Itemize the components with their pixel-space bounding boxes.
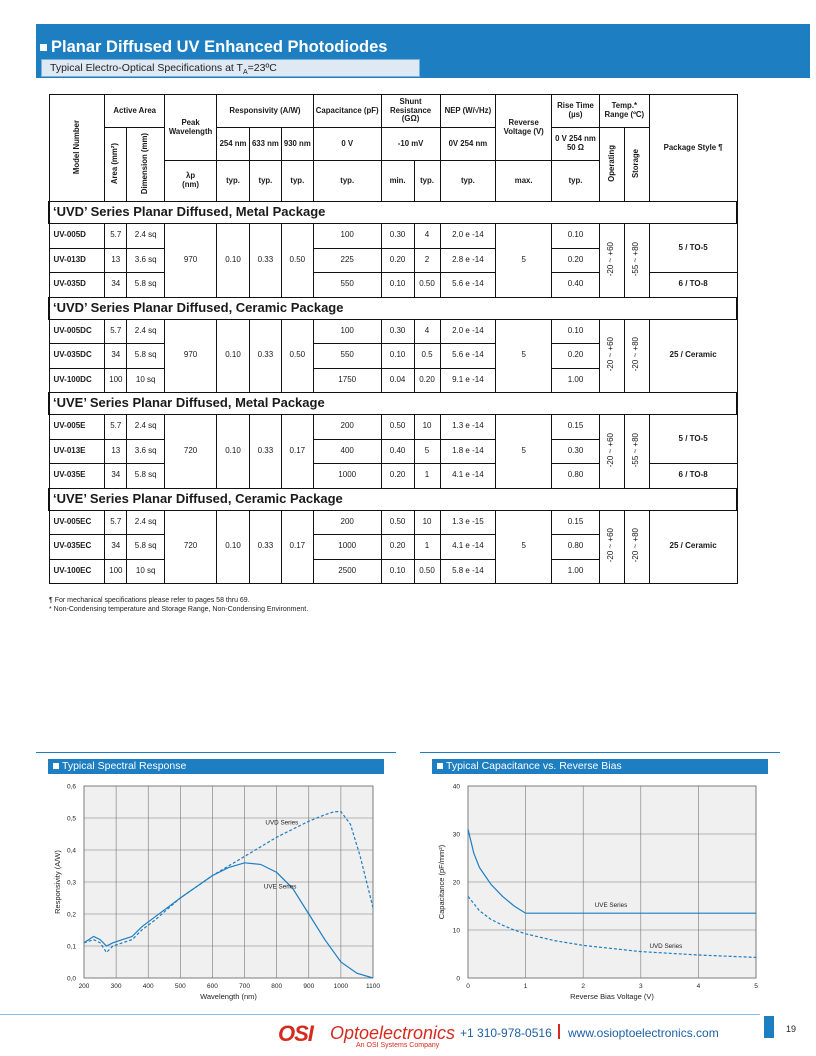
- section-title: ‘UVD’ Series Planar Diffused, Ceramic Package: [49, 297, 737, 319]
- col-area: Area (mm²): [105, 128, 127, 202]
- cell-model: UV-005EC: [49, 510, 105, 535]
- cell-styp: 5: [414, 439, 440, 464]
- series-label: UVD Series: [265, 819, 299, 827]
- cell-nep: 9.1 e -14: [440, 368, 496, 393]
- section-header: [49, 488, 737, 510]
- col-active-area: Active Area: [105, 95, 165, 128]
- cell-nep: 5.6 e -14: [440, 344, 496, 369]
- x-tick-label: 4: [696, 983, 701, 990]
- y-tick-label: 20: [452, 879, 460, 887]
- cell-dim: 5.8 sq: [127, 464, 165, 489]
- cell-nep: 1.3 e -15: [440, 510, 496, 535]
- cell-area: 5.7: [105, 510, 127, 535]
- cell-styp: 0.50: [414, 559, 440, 584]
- cell-package: 5 / TO-5: [649, 224, 737, 273]
- cell-smin: 0.30: [381, 224, 414, 249]
- y-tick-label: 30: [452, 831, 460, 839]
- cell-area: 13: [105, 439, 127, 464]
- cell-nep: 4.1 e -14: [440, 464, 496, 489]
- cell-r254: 0.10: [217, 510, 250, 584]
- cell-smin: 0.20: [381, 535, 414, 560]
- cell-smin: 0.50: [381, 510, 414, 535]
- cell-nep: 2.0 e -14: [440, 224, 496, 249]
- cell-rev: 5: [496, 319, 552, 393]
- cell-model: UV-005E: [49, 415, 105, 440]
- col-lambda: λp (nm): [165, 161, 217, 202]
- y-tick-label: 0: [456, 975, 460, 983]
- cell-rise: 0.80: [552, 535, 600, 560]
- section-title: ‘UVD’ Series Planar Diffused, Metal Package: [49, 202, 737, 224]
- cell-dim: 5.8 sq: [127, 273, 165, 298]
- section-header: [49, 393, 737, 415]
- cell-area: 34: [105, 344, 127, 369]
- cell-model: UV-035D: [49, 273, 105, 298]
- cell-dim: 2.4 sq: [127, 415, 165, 440]
- cell-r930: 0.17: [281, 415, 313, 489]
- cell-smin: 0.50: [381, 415, 414, 440]
- cell-smin: 0.10: [381, 344, 414, 369]
- cell-nep: 5.8 e -14: [440, 559, 496, 584]
- chart-title-bar: [48, 759, 384, 774]
- x-tick-label: 2: [581, 983, 586, 990]
- footnote-1: ¶ For mechanical specifications please refer to pages 58 thru 69.: [49, 597, 250, 604]
- y-axis-label: Capacitance (pF/mm²): [437, 844, 446, 920]
- chart-svg: [432, 774, 768, 1009]
- x-tick-label: 600: [207, 983, 218, 990]
- col-temp: Temp.* Range (ºC): [599, 95, 649, 128]
- cell-storage: -55 ~ +80: [624, 415, 649, 489]
- section-title: ‘UVE’ Series Planar Diffused, Ceramic Package: [49, 488, 737, 510]
- footer-separator: [558, 1024, 560, 1039]
- table-row: [49, 510, 737, 535]
- cell-area: 5.7: [105, 319, 127, 344]
- brand-name: Optoelectronics: [330, 1023, 456, 1043]
- cell-rise: 0.10: [552, 319, 600, 344]
- cell-rise: 1.00: [552, 559, 600, 584]
- cell-dim: 10 sq: [127, 559, 165, 584]
- cell-r633: 0.33: [249, 510, 281, 584]
- cell-peak: 970: [165, 224, 217, 298]
- chart-svg: [48, 774, 384, 1009]
- cell-rev: 5: [496, 224, 552, 298]
- cell-styp: 0.5: [414, 344, 440, 369]
- x-tick-label: 400: [142, 983, 154, 990]
- cell-nep: 2.8 e -14: [440, 248, 496, 273]
- chart-title: Typical Capacitance vs. Reverse Bias: [446, 760, 622, 772]
- brand-tagline: An OSI Systems Company: [356, 1042, 440, 1049]
- cell-model: UV-013E: [49, 439, 105, 464]
- y-axis-label: Responsivity (A/W): [53, 850, 62, 914]
- cell-rev: 5: [496, 415, 552, 489]
- col-peak: Peak Wavelength: [165, 95, 217, 161]
- x-tick-label: 300: [110, 983, 122, 990]
- page-footer: [0, 1010, 816, 1056]
- section-divider: [420, 752, 780, 753]
- cell-smin: 0.20: [381, 248, 414, 273]
- cell-styp: 2: [414, 248, 440, 273]
- series-label: UVE Series: [263, 883, 297, 891]
- cell-area: 34: [105, 464, 127, 489]
- page-subtitle: Typical Electro-Optical Specifications at $T_A=23ºC$: [41, 59, 420, 77]
- footnotes: [49, 596, 308, 614]
- cell-styp: 1: [414, 464, 440, 489]
- y-tick-label: 0,3: [66, 879, 76, 887]
- cell-smin: 0.04: [381, 368, 414, 393]
- cell-styp: 0.50: [414, 273, 440, 298]
- series-label: UVE Series: [594, 901, 628, 909]
- cell-operating: -20 ~ +60: [599, 510, 624, 584]
- col-shunt: Shunt Resistance (GΩ): [381, 95, 440, 128]
- x-axis-label: Reverse Bias Voltage (V): [570, 992, 654, 1001]
- cell-package: 25 / Ceramic: [649, 319, 737, 393]
- cell-r930: 0.50: [281, 224, 313, 298]
- chart-title: Typical Spectral Response: [62, 760, 187, 772]
- x-tick-label: 800: [271, 983, 283, 990]
- spec-table-body: [49, 202, 737, 584]
- cell-nep: 5.6 e -14: [440, 273, 496, 298]
- cell-rise: 0.20: [552, 344, 600, 369]
- x-tick-label: 700: [239, 983, 250, 990]
- cell-nep: 1.8 e -14: [440, 439, 496, 464]
- chart-title-bar: [432, 759, 768, 774]
- cell-dim: 2.4 sq: [127, 510, 165, 535]
- cell-model: UV-013D: [49, 248, 105, 273]
- x-tick-label: 1: [523, 983, 528, 990]
- x-tick-label: 200: [78, 983, 90, 990]
- section-divider: [36, 752, 396, 753]
- cell-dim: 2.4 sq: [127, 319, 165, 344]
- spectral-response-chart: [48, 759, 384, 1009]
- cell-smin: 0.10: [381, 273, 414, 298]
- cell-dim: 5.8 sq: [127, 344, 165, 369]
- series-label: UVD Series: [649, 942, 683, 950]
- col-model: Model Number: [49, 95, 105, 202]
- cell-area: 13: [105, 248, 127, 273]
- col-resp: Responsivity (A/W): [217, 95, 314, 128]
- bullet-square-icon: [40, 44, 47, 51]
- cell-area: 34: [105, 535, 127, 560]
- cell-rise: 0.15: [552, 510, 600, 535]
- col-storage: Storage: [624, 128, 649, 202]
- cell-styp: 4: [414, 319, 440, 344]
- table-row: [49, 319, 737, 344]
- x-tick-label: 5: [754, 983, 758, 990]
- y-tick-label: 0,1: [66, 943, 76, 951]
- x-tick-label: 1100: [366, 983, 380, 990]
- bullet-square-icon: [437, 763, 443, 769]
- cell-package: 6 / TO-8: [649, 273, 737, 298]
- col-cap: Capacitance (pF): [313, 95, 381, 128]
- y-tick-label: 0,2: [66, 911, 76, 919]
- cell-dim: 2.4 sq: [127, 224, 165, 249]
- x-tick-label: 500: [174, 983, 186, 990]
- cell-area: 34: [105, 273, 127, 298]
- y-tick-label: 10: [452, 927, 460, 935]
- cell-package: 25 / Ceramic: [649, 510, 737, 584]
- cell-r930: 0.50: [281, 319, 313, 393]
- y-tick-label: 0,5: [66, 815, 76, 823]
- cell-r254: 0.10: [217, 224, 250, 298]
- cell-cap: 550: [313, 344, 381, 369]
- table-row: [49, 224, 737, 249]
- cell-model: UV-100EC: [49, 559, 105, 584]
- cell-cap: 100: [313, 224, 381, 249]
- col-nep: NEP (W/√Hz): [440, 95, 496, 128]
- y-tick-label: 0,0: [66, 975, 76, 983]
- spec-table: [48, 94, 738, 584]
- bullet-square-icon: [53, 763, 59, 769]
- cell-styp: 4: [414, 224, 440, 249]
- cell-nep: 2.0 e -14: [440, 319, 496, 344]
- capacitance-chart: [432, 759, 768, 1009]
- cell-styp: 1: [414, 535, 440, 560]
- cell-rise: 1.00: [552, 368, 600, 393]
- cell-rise: 0.10: [552, 224, 600, 249]
- section-header: [49, 202, 737, 224]
- cell-dim: 10 sq: [127, 368, 165, 393]
- page-marker: [764, 1016, 774, 1038]
- cell-r633: 0.33: [249, 415, 281, 489]
- page-number: 19: [786, 1024, 797, 1034]
- section-title: ‘UVE’ Series Planar Diffused, Metal Package: [49, 393, 737, 415]
- cell-styp: 10: [414, 510, 440, 535]
- cell-package: 6 / TO-8: [649, 464, 737, 489]
- cell-rise: 0.30: [552, 439, 600, 464]
- col-rise: Rise Time (µs): [552, 95, 600, 128]
- cell-storage: -55 ~ +80: [624, 224, 649, 298]
- section-header: [49, 297, 737, 319]
- cell-rev: 5: [496, 510, 552, 584]
- cell-peak: 720: [165, 510, 217, 584]
- cell-model: UV-035DC: [49, 344, 105, 369]
- table-row: [49, 415, 737, 440]
- cell-r633: 0.33: [249, 319, 281, 393]
- y-tick-label: 40: [452, 783, 460, 791]
- cell-dim: 3.6 sq: [127, 439, 165, 464]
- col-rev: Reverse Voltage (V): [496, 95, 552, 161]
- cell-smin: 0.10: [381, 559, 414, 584]
- page-header: [36, 24, 810, 78]
- col-dimension: Dimension (mm): [127, 128, 165, 202]
- cell-cap: 550: [313, 273, 381, 298]
- col-operating: Operating: [599, 128, 624, 202]
- cell-cap: 200: [313, 415, 381, 440]
- cell-peak: 720: [165, 415, 217, 489]
- cell-cap: 1000: [313, 464, 381, 489]
- cell-cap: 100: [313, 319, 381, 344]
- cell-operating: -20 ~ +60: [599, 415, 624, 489]
- cell-model: UV-005DC: [49, 319, 105, 344]
- cell-cap: 2500: [313, 559, 381, 584]
- cell-r254: 0.10: [217, 415, 250, 489]
- cell-smin: 0.30: [381, 319, 414, 344]
- cell-cap: 225: [313, 248, 381, 273]
- cell-area: 100: [105, 559, 127, 584]
- spec-table-header: Model Number Active Area Peak Wavelength Responsivity (A/W) Capacitance (pF) Shunt Resistance (GΩ) NEP (W/√Hz) Reverse Voltage (V) Rise Time (µs) Temp.* Range (ºC) Package Style ¶ Area (mm²) Dimension (mm) 254 nm 633 nm 930 nm 0 V -10 mV 0V 254 nm 0 V 254 nm 50 Ω Operating Storage λp (nm) typ. typ. typ. typ. min. typ. typ. max. typ.: [49, 95, 737, 202]
- brand-logo: OSI: [278, 1021, 313, 1046]
- cell-styp: 0.20: [414, 368, 440, 393]
- phone-number: +1 310-978-0516: [460, 1026, 552, 1040]
- cell-cap: 400: [313, 439, 381, 464]
- page-title: Planar Diffused UV Enhanced Photodiodes: [36, 36, 387, 58]
- x-tick-label: 1000: [333, 983, 349, 990]
- cell-styp: 10: [414, 415, 440, 440]
- cell-nep: 4.1 e -14: [440, 535, 496, 560]
- footer-rule: [0, 1014, 760, 1015]
- cell-r633: 0.33: [249, 224, 281, 298]
- cell-rise: 0.20: [552, 248, 600, 273]
- cell-cap: 1750: [313, 368, 381, 393]
- x-tick-label: 3: [638, 983, 643, 990]
- cell-smin: 0.20: [381, 464, 414, 489]
- footnote-2: * Non-Condensing temperature and Storage Range, Non-Condensing Environment.: [49, 606, 309, 613]
- cell-dim: 5.8 sq: [127, 535, 165, 560]
- cell-model: UV-035E: [49, 464, 105, 489]
- cell-peak: 970: [165, 319, 217, 393]
- cell-package: 5 / TO-5: [649, 415, 737, 464]
- x-tick-label: 900: [303, 983, 315, 990]
- website-link[interactable]: www.osioptoelectronics.com: [568, 1026, 719, 1040]
- col-pkg: Package Style ¶: [649, 95, 737, 202]
- x-axis-label: Wavelength (nm): [200, 992, 257, 1001]
- cell-storage: -20 ~ +80: [624, 319, 649, 393]
- x-tick-label: 0: [466, 983, 470, 990]
- cell-dim: 3.6 sq: [127, 248, 165, 273]
- cell-area: 5.7: [105, 224, 127, 249]
- cell-model: UV-100DC: [49, 368, 105, 393]
- cell-smin: 0.40: [381, 439, 414, 464]
- y-tick-label: 0,6: [66, 783, 76, 791]
- cell-operating: -20 ~ +60: [599, 319, 624, 393]
- cell-r930: 0.17: [281, 510, 313, 584]
- cell-rise: 0.80: [552, 464, 600, 489]
- cell-storage: -20 ~ +80: [624, 510, 649, 584]
- cell-cap: 200: [313, 510, 381, 535]
- cell-rise: 0.15: [552, 415, 600, 440]
- cell-operating: -20 ~ +60: [599, 224, 624, 298]
- cell-r254: 0.10: [217, 319, 250, 393]
- cell-nep: 1.3 e -14: [440, 415, 496, 440]
- cell-model: UV-035EC: [49, 535, 105, 560]
- y-tick-label: 0,4: [66, 847, 76, 855]
- cell-area: 100: [105, 368, 127, 393]
- cell-area: 5.7: [105, 415, 127, 440]
- cell-rise: 0.40: [552, 273, 600, 298]
- cell-cap: 1000: [313, 535, 381, 560]
- cell-model: UV-005D: [49, 224, 105, 249]
